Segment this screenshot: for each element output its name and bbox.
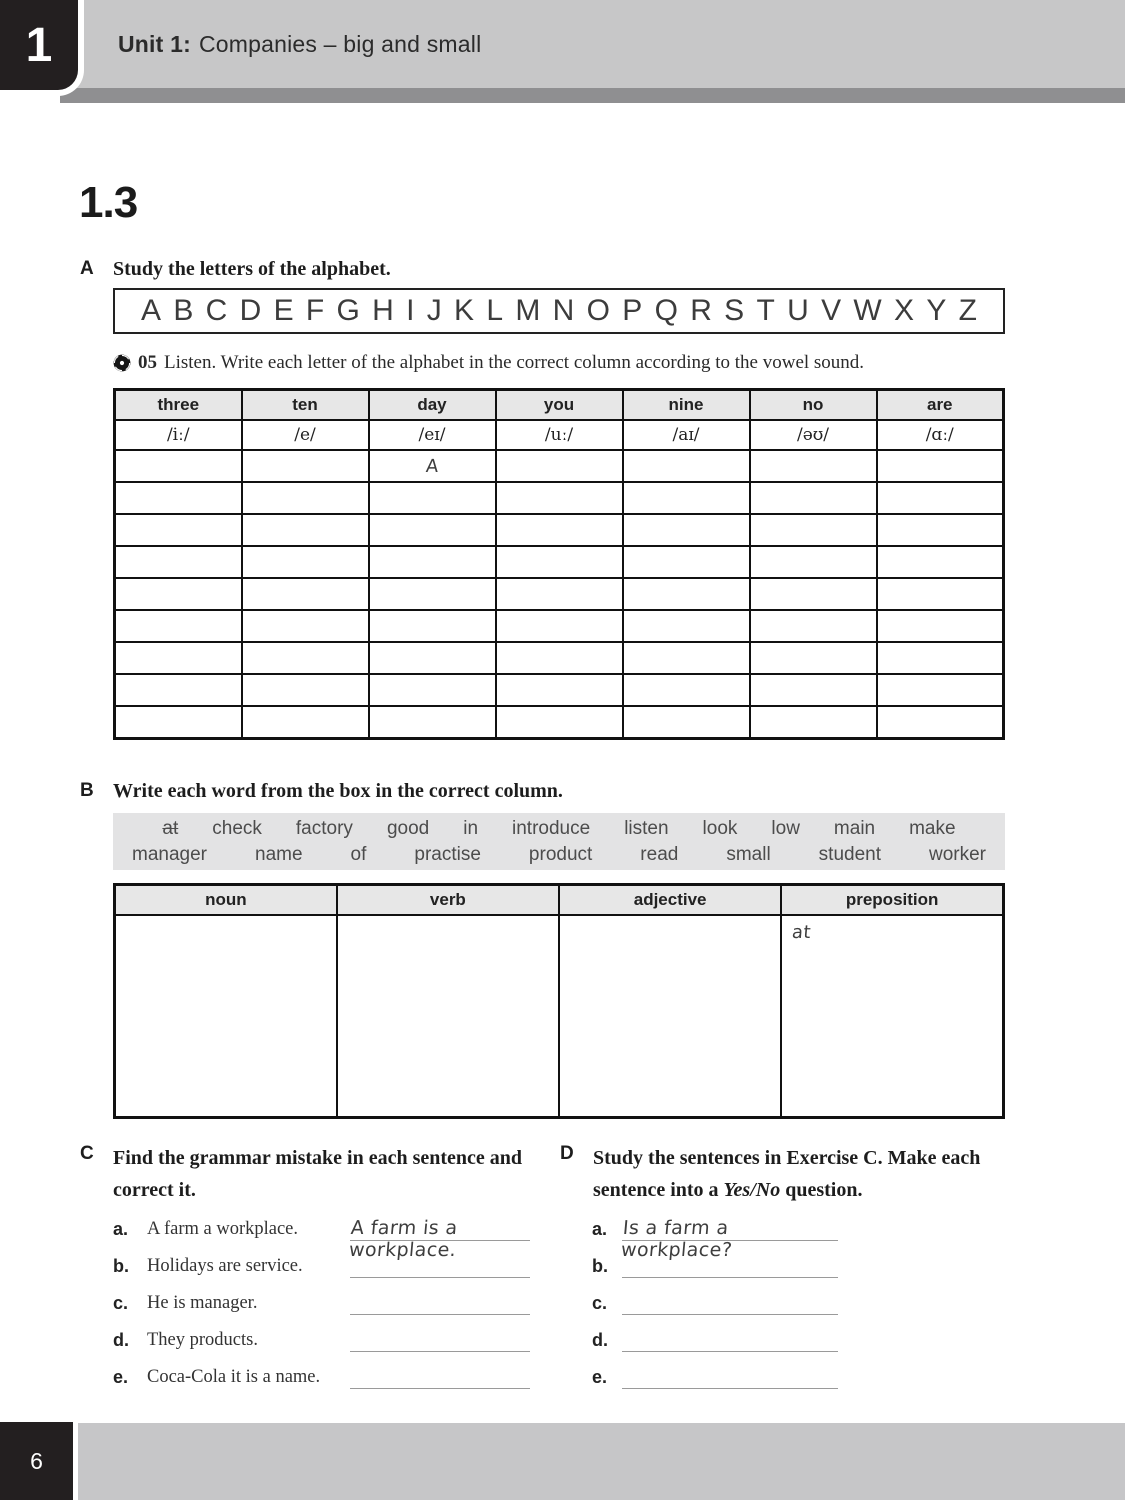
letter-answer-cell[interactable]: [877, 482, 1004, 514]
letter-answer-cell[interactable]: [750, 578, 877, 610]
phonetic-cell: /ɑː/: [877, 420, 1004, 450]
section-d-instruction-italic: Yes/No: [723, 1178, 781, 1201]
exercise-d-item: [592, 1293, 1020, 1330]
letter-answer-cell[interactable]: [750, 706, 877, 739]
letter-answer-cell[interactable]: [877, 706, 1004, 739]
word-box-word: product: [528, 843, 593, 865]
handwritten-answer: A farm is a workplace.: [348, 1217, 459, 1262]
letter-answer-cell[interactable]: [623, 674, 750, 706]
letter-answer-cell[interactable]: [877, 514, 1004, 546]
section-d-instruction-part1: Study the sentences in Exercise C. Make each sentence into a: [593, 1147, 981, 1201]
handwritten-word: at: [791, 922, 813, 943]
letter-answer-cell[interactable]: [750, 610, 877, 642]
letter-answer-cell[interactable]: [115, 546, 242, 578]
pos-column-header: adjective: [559, 885, 781, 916]
alphabet-letter: J: [426, 294, 442, 327]
vowel-word-header: are: [877, 390, 1004, 421]
letter-answer-cell[interactable]: [115, 578, 242, 610]
exercise-d-item: [592, 1217, 1020, 1262]
item-label: a.: [113, 1219, 129, 1240]
letter-answer-cell[interactable]: [115, 706, 242, 739]
item-label: e.: [113, 1367, 129, 1388]
alphabet-letter: O: [586, 294, 610, 327]
letter-answer-cell[interactable]: [242, 546, 369, 578]
alphabet-letter: B: [173, 294, 194, 327]
word-answer-cell[interactable]: [781, 915, 1003, 1118]
letter-answer-cell[interactable]: [750, 546, 877, 578]
alphabet-letter: Y: [926, 294, 947, 327]
pos-column-header: noun: [115, 885, 337, 916]
word-box-word: introduce: [512, 817, 591, 839]
vowel-word-header: no: [750, 390, 877, 421]
vowel-word-header: nine: [623, 390, 750, 421]
exercise-c-item: [113, 1293, 550, 1330]
word-box-word: at: [162, 817, 179, 839]
alphabet-letter: H: [372, 294, 394, 327]
unit-title: [118, 0, 481, 88]
letter-answer-cell[interactable]: [242, 514, 369, 546]
section-a-heading: [80, 258, 391, 281]
section-a-letter: A: [80, 258, 94, 279]
section-c-instruction: Find the grammar mistake in each sentence and correct it.: [113, 1147, 523, 1201]
handwritten-answer: Is a farm a workplace?: [620, 1217, 734, 1262]
item-sentence: Coca-Cola it is a name.: [147, 1367, 321, 1388]
exercise-c-item: [113, 1217, 550, 1262]
letter-answer-cell[interactable]: [242, 578, 369, 610]
letter-answer-cell[interactable]: [369, 642, 496, 674]
alphabet-letter: P: [622, 294, 643, 327]
item-label: c.: [592, 1293, 608, 1314]
vowel-table-blank-row: [115, 514, 1004, 546]
letter-answer-cell[interactable]: [242, 674, 369, 706]
alphabet-letter: S: [724, 294, 745, 327]
letter-answer-cell[interactable]: [242, 642, 369, 674]
exercise-c-items: [113, 1219, 550, 1404]
unit-number: 1: [25, 18, 53, 72]
alphabet-letter: V: [821, 294, 842, 327]
alphabet-letter: G: [336, 294, 360, 327]
answer-line[interactable]: [620, 1217, 838, 1262]
alphabet-letter: M: [515, 294, 541, 327]
word-box-word: worker: [929, 843, 987, 865]
item-sentence: Holidays are service.: [147, 1256, 303, 1277]
answer-line[interactable]: [622, 1330, 838, 1352]
vowel-table-blank-row: [115, 546, 1004, 578]
alphabet-letter: N: [552, 294, 575, 327]
alphabet-letter: W: [853, 294, 882, 327]
word-box-line2: [113, 844, 1005, 866]
vowel-table-blank-row: [115, 610, 1004, 642]
letter-answer-cell[interactable]: [877, 578, 1004, 610]
item-label: b.: [592, 1256, 608, 1277]
letter-answer-cell[interactable]: [242, 450, 369, 482]
word-box-word: good: [386, 817, 430, 839]
word-box-word: low: [771, 817, 800, 839]
word-box-word: student: [818, 843, 881, 865]
audio-disc-icon: [113, 354, 131, 372]
section-d-instruction-part2: question.: [780, 1178, 863, 1201]
letter-answer-cell[interactable]: [115, 450, 242, 482]
page-number-tab: [0, 1422, 73, 1500]
letter-answer-cell[interactable]: [496, 610, 623, 642]
item-label: e.: [592, 1367, 608, 1388]
phonetic-cell: /iː/: [115, 420, 242, 450]
item-label: c.: [113, 1293, 129, 1314]
vowel-table-phonetic-row: [115, 420, 1004, 450]
vowel-word-header: ten: [242, 390, 369, 421]
alphabet-letter: U: [787, 294, 809, 327]
letter-answer-cell[interactable]: [369, 514, 496, 546]
section-d-letter: D: [560, 1143, 574, 1164]
exercise-c-item: [113, 1256, 550, 1293]
footer-band: [78, 1423, 1125, 1500]
answer-line[interactable]: [350, 1293, 530, 1315]
word-box-word: in: [463, 817, 479, 839]
word-box-word: listen: [624, 817, 669, 839]
alphabet-letter: C: [205, 294, 228, 327]
letter-answer-cell[interactable]: [623, 482, 750, 514]
letter-answer-cell[interactable]: [877, 450, 1004, 482]
letter-answer-cell[interactable]: [750, 514, 877, 546]
word-box-word: practise: [414, 843, 481, 865]
section-c-heading: [80, 1143, 550, 1206]
letter-answer-cell[interactable]: [496, 706, 623, 739]
letter-answer-cell[interactable]: [369, 482, 496, 514]
letter-answer-cell[interactable]: [369, 578, 496, 610]
pos-column-header: preposition: [781, 885, 1003, 916]
phonetic-cell: /e/: [242, 420, 369, 450]
item-sentence: A farm a workplace.: [147, 1219, 299, 1240]
exercise-c: [80, 1143, 550, 1404]
word-answer-cell[interactable]: [559, 915, 781, 1118]
vowel-word-header: day: [369, 390, 496, 421]
item-label: b.: [113, 1256, 129, 1277]
answer-line[interactable]: [350, 1367, 530, 1389]
exercise-d-item: [592, 1256, 1020, 1293]
word-box-word: manager: [132, 843, 207, 865]
letter-answer-cell[interactable]: [115, 674, 242, 706]
handwritten-letter: A: [424, 455, 440, 477]
word-box-line1: [113, 818, 1005, 840]
word-box: [113, 813, 1005, 870]
phonetic-cell: /eɪ/: [369, 420, 496, 450]
section-d-instruction: [593, 1143, 1003, 1206]
alphabet-letter: K: [454, 294, 475, 327]
alphabet-letter: F: [305, 294, 325, 327]
section-b-letter: B: [80, 780, 94, 801]
word-box-word: name: [255, 843, 303, 865]
item-label: a.: [592, 1219, 608, 1240]
letter-answer-cell[interactable]: [623, 546, 750, 578]
letter-answer-cell[interactable]: [496, 482, 623, 514]
phonetic-cell: /əʊ/: [750, 420, 877, 450]
answer-line[interactable]: [622, 1367, 838, 1389]
alphabet-letter: R: [690, 294, 712, 327]
alphabet-letter: T: [756, 294, 775, 327]
exercise-d: [560, 1143, 1020, 1404]
alphabet-box: [113, 288, 1005, 334]
vowel-table-blank-row: [115, 578, 1004, 610]
letter-answer-cell[interactable]: [115, 514, 242, 546]
listen-instruction-line: [113, 352, 864, 374]
letter-answer-cell[interactable]: [623, 706, 750, 739]
vowel-table-blank-row: [115, 642, 1004, 674]
unit-label: Unit 1:: [118, 30, 191, 57]
section-a-instruction: Study the letters of the alphabet.: [113, 258, 391, 280]
alphabet-letter: Q: [654, 294, 678, 327]
item-label: d.: [113, 1330, 129, 1351]
letter-answer-cell[interactable]: [877, 610, 1004, 642]
answer-line[interactable]: [350, 1330, 530, 1352]
letter-answer-cell[interactable]: [750, 674, 877, 706]
word-box-word: read: [640, 843, 679, 865]
alphabet-letter: I: [406, 294, 415, 327]
vowel-table-blank-row: [115, 706, 1004, 739]
letter-answer-cell[interactable]: [496, 578, 623, 610]
letter-answer-cell[interactable]: [369, 674, 496, 706]
letter-answer-cell[interactable]: [496, 642, 623, 674]
word-box-word: factory: [295, 817, 353, 839]
letter-answer-cell[interactable]: [623, 578, 750, 610]
pos-table-body-row: [115, 915, 1004, 1118]
section-b-heading: [80, 780, 563, 803]
exercise-c-item: [113, 1330, 550, 1367]
vowel-table-header-row: [115, 390, 1004, 421]
alphabet-letter: A: [141, 294, 162, 327]
alphabet-letter: X: [894, 294, 915, 327]
letter-answer-cell[interactable]: [242, 706, 369, 739]
item-label: d.: [592, 1330, 608, 1351]
header-stripe: [60, 88, 1125, 103]
alphabet-letter: Z: [958, 294, 977, 327]
item-sentence: They products.: [147, 1330, 258, 1351]
exercise-c-item: [113, 1367, 550, 1404]
answer-line[interactable]: [622, 1293, 838, 1315]
section-d-heading: [560, 1143, 1020, 1206]
word-box-word: of: [350, 843, 367, 865]
word-box-word: make: [909, 817, 956, 839]
letter-answer-cell[interactable]: [750, 450, 877, 482]
unit-number-tab: [0, 0, 84, 96]
letter-answer-cell[interactable]: [369, 706, 496, 739]
letter-answer-cell[interactable]: [115, 610, 242, 642]
alphabet-letter: D: [239, 294, 262, 327]
word-box-word: check: [212, 817, 262, 839]
letter-answer-cell[interactable]: [877, 546, 1004, 578]
word-box-word: main: [833, 817, 876, 839]
section-c-letter: C: [80, 1143, 94, 1164]
vowel-word-header: you: [496, 390, 623, 421]
letter-answer-cell[interactable]: [369, 610, 496, 642]
alphabet-letter: E: [273, 294, 294, 327]
letter-answer-cell[interactable]: [623, 610, 750, 642]
letter-answer-cell[interactable]: [877, 642, 1004, 674]
letter-answer-cell[interactable]: [623, 450, 750, 482]
letter-answer-cell[interactable]: [496, 514, 623, 546]
vowel-table-blank-row: [115, 450, 1004, 482]
letter-answer-cell[interactable]: [115, 642, 242, 674]
vowel-table-blank-row: [115, 482, 1004, 514]
letter-answer-cell[interactable]: [242, 610, 369, 642]
letter-answer-cell[interactable]: [496, 674, 623, 706]
word-box-word: look: [702, 817, 738, 839]
answer-line[interactable]: [348, 1217, 530, 1262]
word-box-word: small: [726, 843, 771, 865]
letter-answer-cell[interactable]: [750, 482, 877, 514]
vowel-table-blank-row: [115, 674, 1004, 706]
letter-answer-cell[interactable]: [496, 450, 623, 482]
section-b-instruction: Write each word from the box in the correct column.: [113, 780, 563, 802]
word-answer-cell[interactable]: [115, 915, 337, 1118]
exercise-d-item: [592, 1330, 1020, 1367]
exercise-d-item: [592, 1367, 1020, 1404]
alphabet-letter: L: [486, 294, 504, 327]
audio-track-number: 05: [138, 352, 157, 373]
word-answer-cell[interactable]: [337, 915, 559, 1118]
item-sentence: He is manager.: [147, 1293, 258, 1314]
listen-instruction: Listen. Write each letter of the alphabet in the correct column according to the vowel sound.: [164, 352, 865, 373]
letter-answer-cell[interactable]: [750, 642, 877, 674]
pos-table-header-row: [115, 885, 1004, 916]
phonetic-cell: /uː/: [496, 420, 623, 450]
letter-answer-cell[interactable]: [623, 514, 750, 546]
phonetic-cell: /aɪ/: [623, 420, 750, 450]
letter-answer-cell[interactable]: [496, 546, 623, 578]
letter-answer-cell[interactable]: [623, 642, 750, 674]
letter-answer-cell[interactable]: [115, 482, 242, 514]
exercise-d-items: [592, 1219, 1020, 1404]
page-number: 6: [30, 1447, 43, 1474]
vowel-sound-table: [113, 388, 1005, 740]
letter-answer-cell[interactable]: [242, 482, 369, 514]
pos-column-header: verb: [337, 885, 559, 916]
letter-answer-cell[interactable]: [369, 546, 496, 578]
lesson-number: 1.3: [79, 178, 138, 227]
vowel-word-header: three: [115, 390, 242, 421]
letter-answer-cell[interactable]: [877, 674, 1004, 706]
parts-of-speech-table: [113, 883, 1005, 1119]
unit-title-text: Companies – big and small: [198, 30, 482, 57]
letter-answer-cell[interactable]: [369, 450, 496, 482]
